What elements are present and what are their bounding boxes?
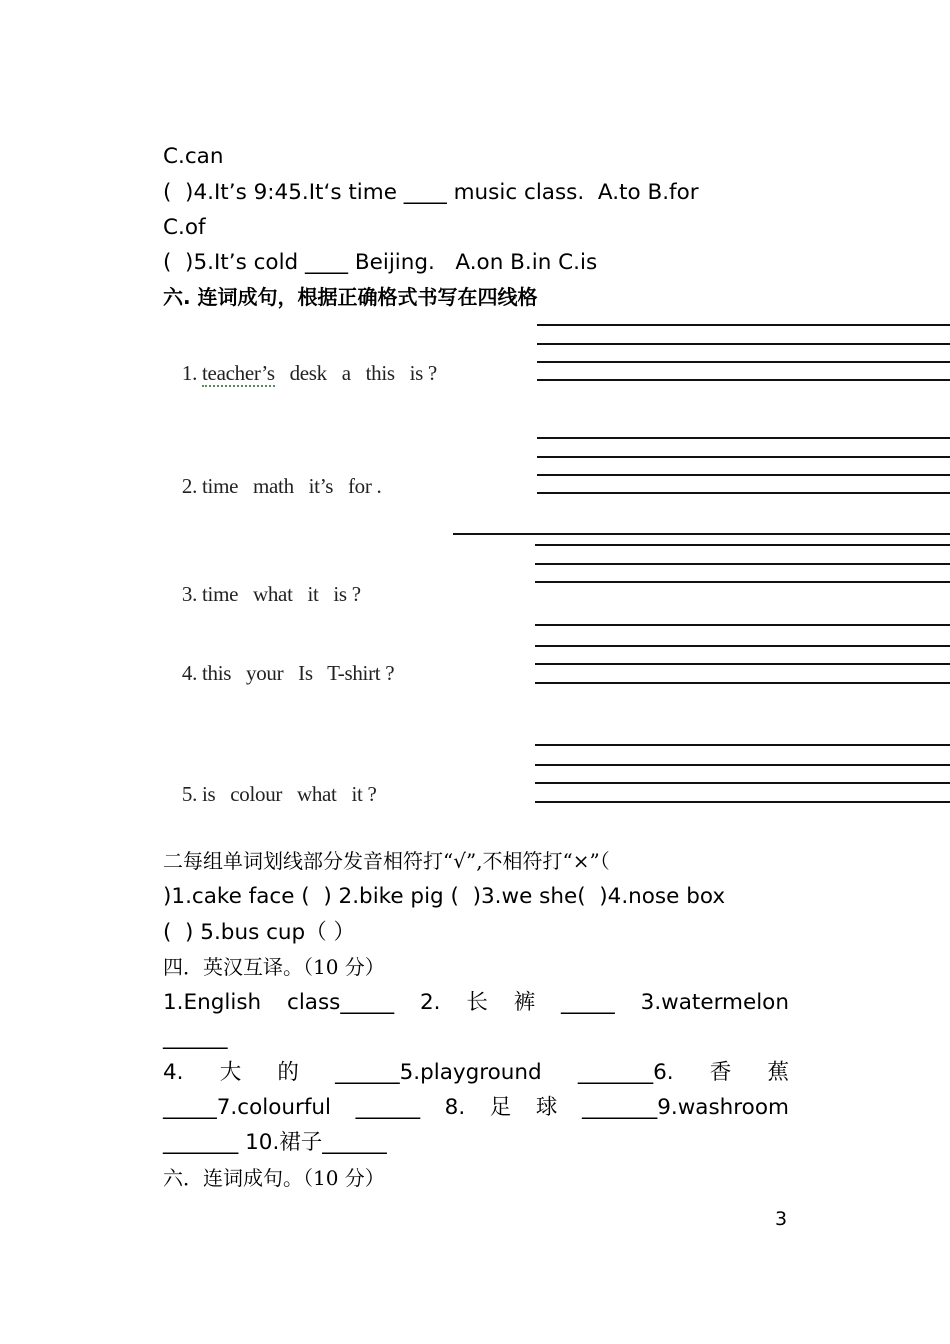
translate-item: 1.English <box>163 990 262 1015</box>
section-two-line3: ( ) 5.bus cup（ ） <box>163 920 356 945</box>
section-two-line1: 二每组单词划线部分发音相符打“√”,不相符打“×”（ <box>163 849 610 873</box>
sentence-3 <box>172 557 361 607</box>
translate-item: 3.watermelon <box>640 990 789 1015</box>
sentence-5-number: 5. <box>181 782 198 806</box>
sentence-2 <box>172 449 381 499</box>
translate-item: _____ <box>561 990 615 1015</box>
translate-item: 8. <box>444 1095 466 1120</box>
translate-item: 4. <box>163 1060 184 1085</box>
sentence-1-rest: desk a this is ? <box>274 361 437 385</box>
translate-item: _______9.washroom <box>581 1095 789 1120</box>
translate-line-3 <box>163 1055 789 1090</box>
translate-item: _____7.colourful <box>163 1095 332 1120</box>
translate-item: 大 <box>219 1060 242 1085</box>
translate-item: _______6. <box>577 1060 674 1085</box>
translate-item: 的 <box>277 1060 299 1085</box>
sentence-1-underlined-word: teacher’s <box>202 361 275 385</box>
translate-item: 长 <box>466 990 488 1015</box>
sentence-5 <box>172 757 376 807</box>
section-four-title: 四．英汉互译。（10 分） <box>163 955 385 979</box>
sentence-2-number: 2. <box>181 474 198 498</box>
sentence-5-text: is colour what it ? <box>202 782 377 806</box>
translate-line-5: _______ 10.裙子______ <box>163 1130 387 1155</box>
section-six-footer: 六．连词成句。（10 分） <box>163 1166 385 1190</box>
section-two-line2: )1.cake face ( ) 2.bike pig ( )3.we she( )4.nose box <box>163 884 726 909</box>
translate-item: 香 <box>709 1060 732 1085</box>
question-4-line2: C.of <box>163 215 206 240</box>
page-number: 3 <box>775 1208 788 1230</box>
translate-line-4 <box>163 1090 789 1125</box>
translate-item: 2. <box>419 990 441 1015</box>
translate-item: class_____ <box>287 990 395 1015</box>
sentence-4-text: this your Is T-shirt ? <box>202 661 395 685</box>
sentence-3-number: 3. <box>181 582 198 606</box>
translate-item: 球 <box>535 1095 558 1120</box>
translate-item: ______ <box>355 1095 421 1120</box>
translate-item: 足 <box>489 1095 512 1120</box>
sentence-4-number: 4. <box>181 661 198 685</box>
translate-line-1 <box>163 985 789 1020</box>
q3-tail: C.can <box>163 144 224 169</box>
translate-item: ______5.playground <box>335 1060 542 1085</box>
section-six-title: 六. 连词成句，根据正确格式书写在四线格 <box>163 285 538 309</box>
question-5: ( )5.It’s cold ____ Beijing. A.on B.in C.is <box>163 250 598 275</box>
question-4-line1: ( )4.It’s 9:45.It‘s time ____ music class. A.to B.for <box>163 180 699 205</box>
sentence-1 <box>172 336 437 386</box>
sentence-2-text: time math it’s for . <box>202 474 382 498</box>
translate-item: 蕉 <box>767 1060 789 1085</box>
translate-item: 裤 <box>513 990 536 1015</box>
sentence-4 <box>172 636 394 686</box>
translate-line-2: ______ <box>163 1025 228 1050</box>
sentence-3-text: time what it is ? <box>202 582 361 606</box>
sentence-1-number: 1. <box>181 361 198 385</box>
